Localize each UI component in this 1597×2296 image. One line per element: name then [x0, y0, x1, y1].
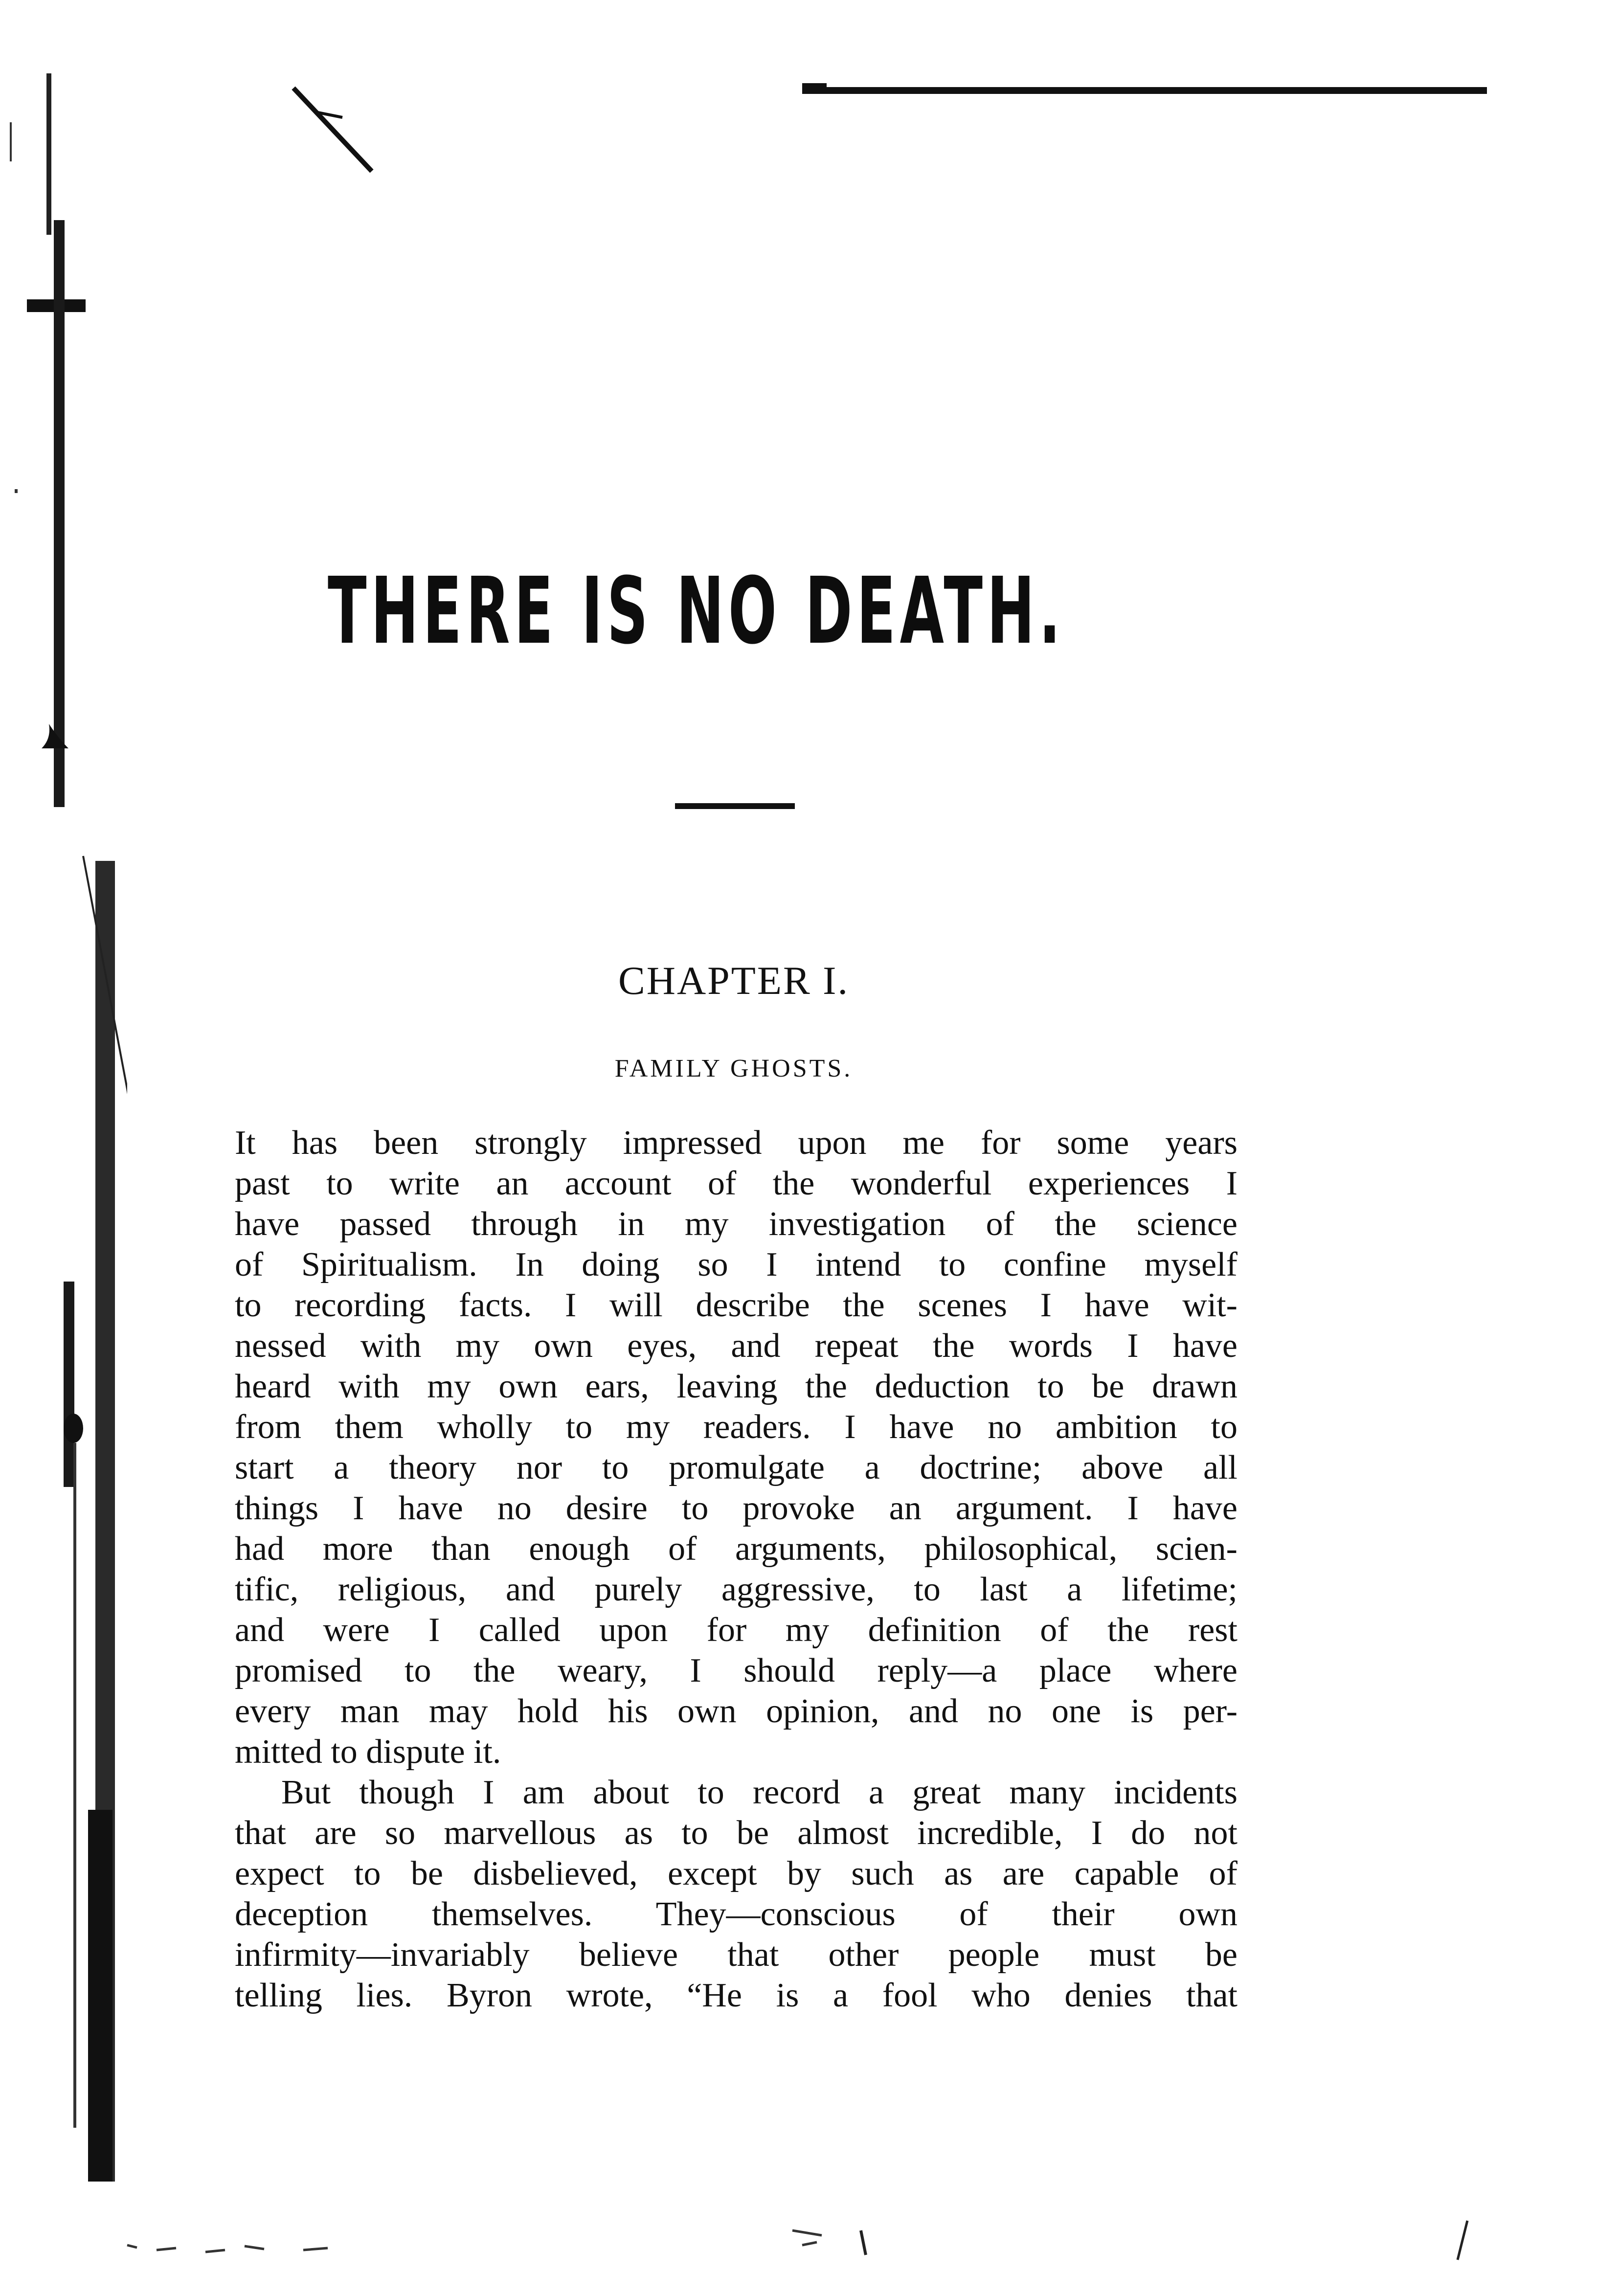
text-line: every man may hold his own opinion, and no one is per- — [235, 1692, 1237, 1730]
paragraph-1 — [235, 1123, 1237, 1772]
book-title: THERE IS NO DEATH. — [328, 558, 1065, 665]
text-line: things I have no desire to provoke an argument. I have — [235, 1489, 1237, 1527]
chapter-heading: CHAPTER I. — [618, 958, 849, 1003]
text-line: deception themselves. They—conscious of their own — [235, 1895, 1237, 1933]
section-title: FAMILY GHOSTS. — [614, 1055, 853, 1082]
title-divider — [675, 803, 795, 809]
body-text — [235, 1123, 1237, 2016]
text-line: past to write an account of the wonderful experiences I — [235, 1165, 1237, 1202]
scan-top-rule — [802, 87, 1487, 94]
text-line: start a theory nor to promulgate a doctrine; above all — [235, 1449, 1237, 1486]
text-line: infirmity—invariably believe that other people must be — [235, 1936, 1237, 1974]
text-line: of Spiritualism. In doing so I intend to confine myself — [235, 1246, 1237, 1283]
text-line: telling lies. Byron wrote, “He is a fool who denies that — [235, 1977, 1237, 2014]
text-line: had more than enough of arguments, philosophical, scien- — [235, 1530, 1237, 1568]
text-line: mitted to dispute it. — [235, 1733, 501, 1771]
text-line: that are so marvellous as to be almost incredible, I do not — [235, 1814, 1237, 1852]
text-line: expect to be disbelieved, except by such as are capable of — [235, 1855, 1237, 1892]
text-line: promised to the weary, I should reply—a place where — [235, 1652, 1237, 1689]
scan-binding-edge — [0, 0, 127, 2296]
text-line: heard with my own ears, leaving the deduction to be drawn — [235, 1368, 1237, 1405]
text-line: and were I called upon for my definition of the rest — [235, 1611, 1237, 1649]
scan-bottom-noise — [98, 2201, 1516, 2274]
text-line: to recording facts. I will describe the scenes I have wit- — [235, 1286, 1237, 1324]
text-line: It has been strongly impressed upon me for some years — [235, 1124, 1237, 1162]
text-line: But though I am about to record a great many incidents — [281, 1774, 1237, 1811]
text-line: nessed with my own eyes, and repeat the words I have — [235, 1327, 1237, 1365]
text-line: have passed through in my investigation of the science — [235, 1205, 1237, 1243]
text-line: from them wholly to my readers. I have no ambition to — [235, 1408, 1237, 1446]
paragraph-2 — [235, 1772, 1237, 2016]
scan-smudge — [274, 83, 391, 181]
text-line: tific, religious, and purely aggressive, to last a lifetime; — [235, 1571, 1237, 1608]
